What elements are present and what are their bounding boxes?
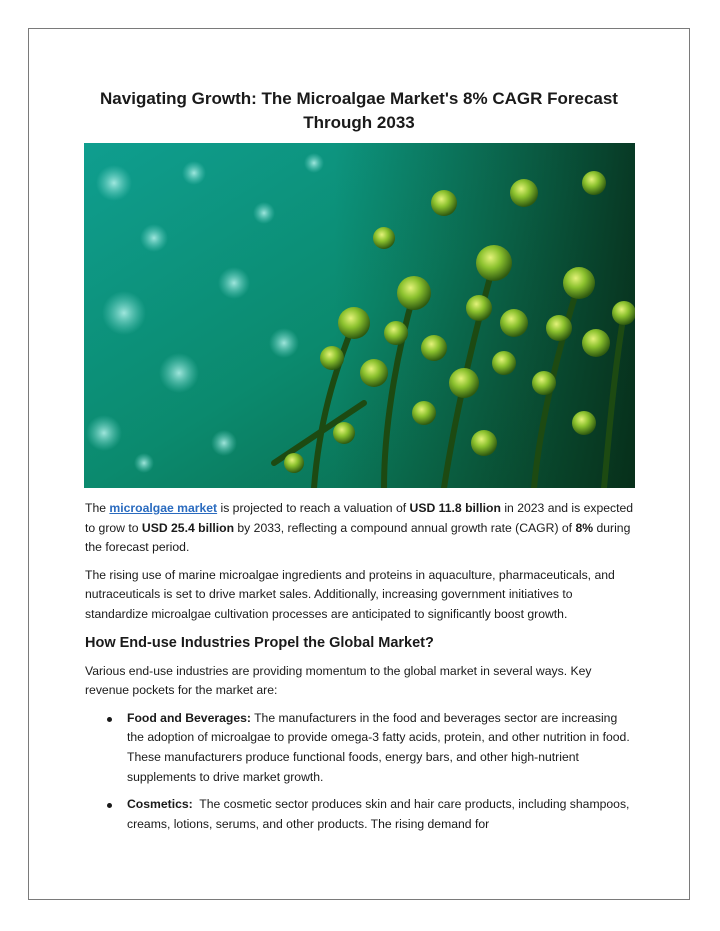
microalgae-photo-icon xyxy=(84,143,635,488)
intro-paragraph xyxy=(85,499,637,558)
bullet-label: Food and Beverages: xyxy=(127,710,251,725)
intro-text: is projected to reach a valuation of xyxy=(217,501,410,515)
industries-paragraph: Various end-use industries are providing momentum to the global market in several ways. Key revenue pockets for the market are: xyxy=(85,663,592,698)
drivers-paragraph: The rising use of marine microalgae ingredients and proteins in aquaculture, pharmaceuticals, and nutraceuticals is set to drive market sales. Additionally, increasing government initiatives to standardize microalgae cultivation processes are anticipated to significantly boost growth. xyxy=(85,567,615,621)
cagr-value: 8% xyxy=(575,520,594,535)
bullet-text: The cosmetic sector produces skin and hair care products, including shampoos, creams, lotions, serums, and other products. The rising demand for xyxy=(127,797,633,831)
microalgae-market-link[interactable]: microalgae market xyxy=(109,501,218,515)
list-item xyxy=(127,795,637,834)
value-2023: USD 11.8 billion xyxy=(409,501,501,515)
bullet-label: Cosmetics: xyxy=(127,797,193,812)
value-2033: USD 25.4 billion xyxy=(141,520,235,535)
hero-image xyxy=(84,143,635,488)
article-body xyxy=(85,499,637,842)
bullet-icon xyxy=(107,803,112,808)
bullet-text: The manufacturers in the food and beverages sector are increasing the adoption of microalgae to provide omega-3 fatty acids, protein, and other nutrition in food. These manufacturers produce functional foods, energy bars, and other high-nutrient supplements to drive market growth. xyxy=(127,710,630,784)
bullet-list xyxy=(85,709,637,835)
page-title: Navigating Growth: The Microalgae Market's 8% CAGR Forecast Through 2033 xyxy=(100,89,618,132)
bullet-icon xyxy=(107,717,112,722)
intro-text: in 2023 and is expected to grow to xyxy=(85,501,634,535)
section-heading: How End-use Industries Propel the Global Market? xyxy=(85,634,434,651)
document-page xyxy=(28,28,690,900)
list-item xyxy=(127,709,637,787)
intro-text: during the forecast period. xyxy=(85,520,631,555)
intro-text: The xyxy=(85,501,110,515)
intro-text: by 2033, reflecting a compound annual growth rate (CAGR) of xyxy=(234,520,576,535)
